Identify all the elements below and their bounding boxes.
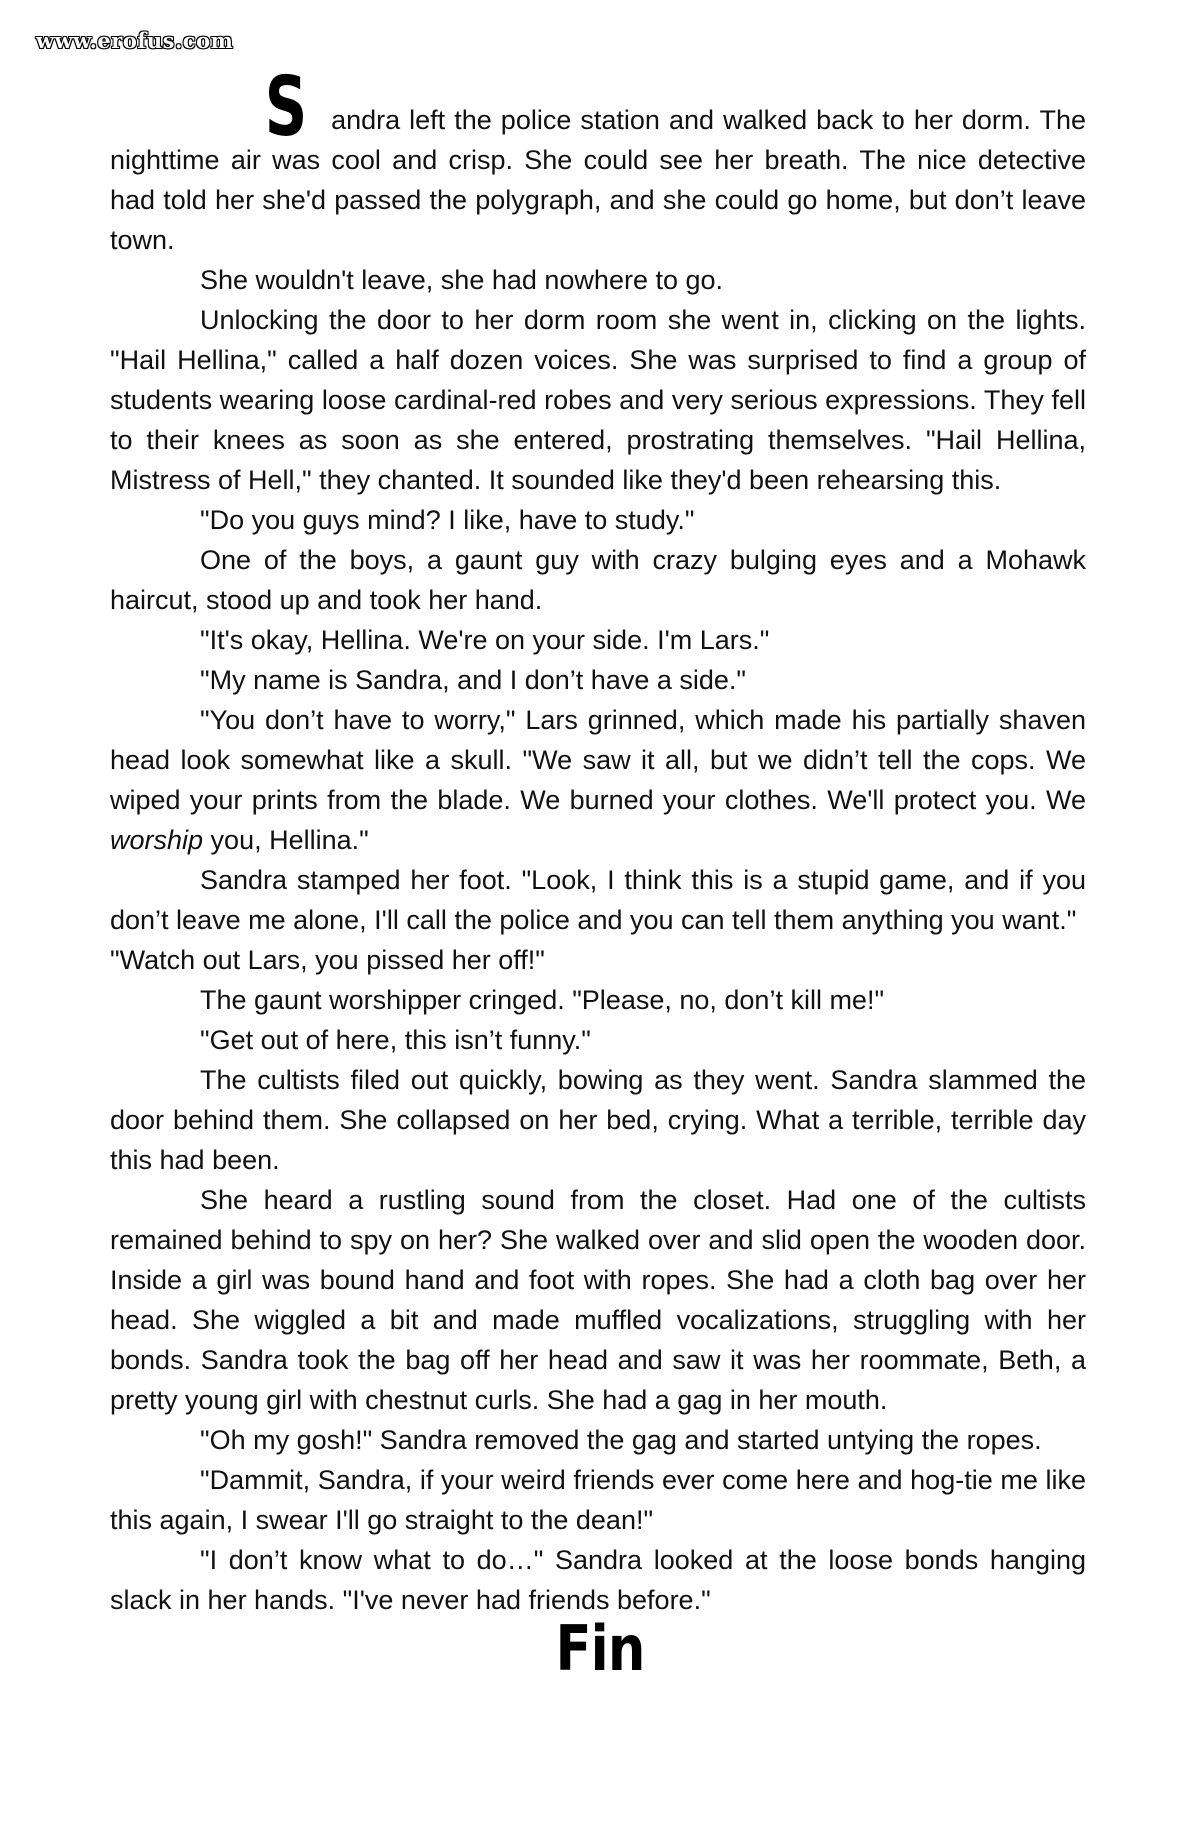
paragraph: The cultists filed out quickly, bowing as they went. Sandra slammed the door behind them. She collapsed on her bed, crying. What a terrible, terrible day this had been. [110,1065,1086,1175]
site-watermark: www.erofus.com [36,28,234,53]
paragraph: "My name is Sandra, and I don’t have a side." [200,665,746,695]
opening-paragraph [110,60,1086,260]
lars-text-end: you, Hellina." [203,825,369,855]
lars-text: "You don’t have to worry," Lars grinned, which made his partially shaven head look somewhat like a skull. "We saw it all, but we didn’t tell the cops. We wiped your prints from the blade. We burned your clothes. We'll protect you. We [110,705,1086,815]
opening-text: andra left the police station and walked back to her dorm. The nighttime air was cool and crisp. She could see her breath. The nice detective had told her she'd passed the polygraph, and she could go home, but don’t leave town. [110,105,1086,255]
paragraph: "Oh my gosh!" Sandra removed the gag and started untying the ropes. [200,1425,1042,1455]
paragraph: Sandra stamped her foot. "Look, I think this is a stupid game, and if you don’t leave me alone, I'll call the police and you can tell them anything you want." [110,865,1086,935]
paragraph: "I don’t know what to do…" Sandra looked at the loose bonds hanging slack in her hands. "I've never had friends before." [110,1545,1086,1615]
paragraph: She heard a rustling sound from the closet. Had one of the cultists remained behind to spy on her? She walked over and slid open the wooden door. Inside a girl was bound hand and foot with ropes. She had a cloth bag over her head. She wiggled a bit and made muffled vocalizations, struggling with her bonds. Sandra took the bag off her head and saw it was her roommate, Beth, a pretty young girl with chestnut curls. She had a gag in her mouth. [110,1185,1086,1415]
paragraph: She wouldn't leave, she had nowhere to go. [200,265,724,295]
drop-cap: S [264,60,308,155]
paragraph: "Dammit, Sandra, if your weird friends ever come here and hog-tie me like this again, I swear I'll go straight to the dean!" [110,1465,1086,1535]
paragraph: "Get out of here, this isn’t funny." [200,1025,591,1055]
paragraph: One of the boys, a gaunt guy with crazy bulging eyes and a Mohawk haircut, stood up and took her hand. [110,545,1086,615]
paragraph: "It's okay, Hellina. We're on your side. I'm Lars." [200,625,770,655]
paragraph: "Do you guys mind? I like, have to study." [200,505,695,535]
ending-title: Fin [555,1612,645,1685]
lars-paragraph [110,700,1086,860]
paragraph: Unlocking the door to her dorm room she went in, clicking on the lights. "Hail Hellina," called a half dozen voices. She was surprised to find a group of students wearing loose cardinal-red robes and very serious expressions. They fell to their knees as soon as she entered, prostrating themselves. "Hail Hellina, Mistress of Hell," they chanted. It sounded like they'd been rehearsing this. [110,305,1086,495]
story-text [110,60,1086,1620]
italic-word: worship [110,825,204,855]
paragraph-noindent: "Watch out Lars, you pissed her off!" [110,945,545,975]
paragraph: The gaunt worshipper cringed. "Please, no, don’t kill me!" [200,985,885,1015]
